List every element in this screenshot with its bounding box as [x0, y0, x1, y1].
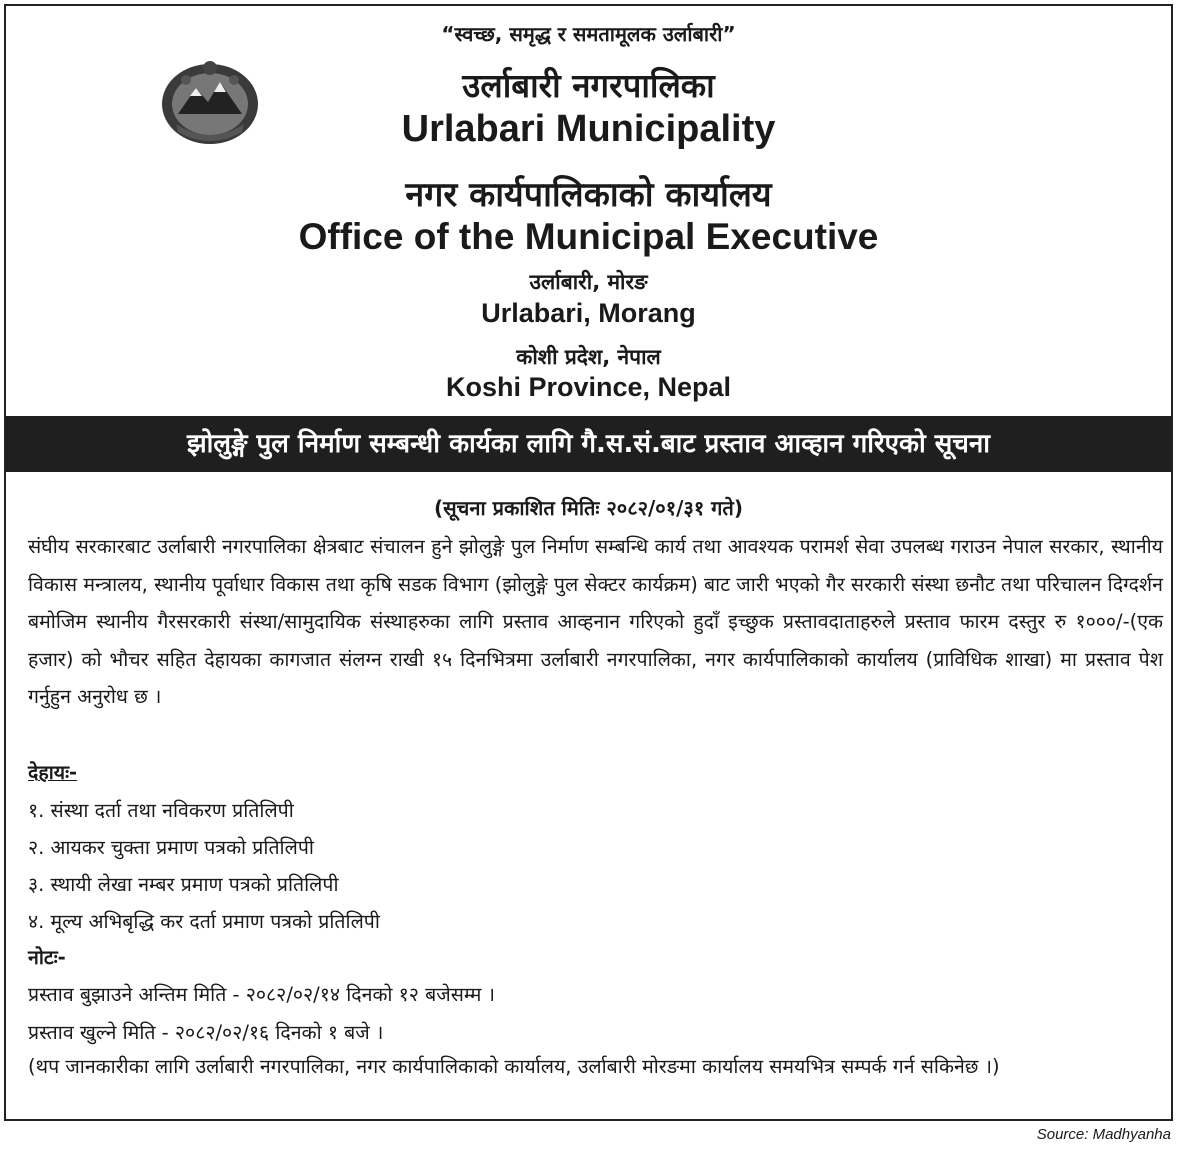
- publication-date: (सूचना प्रकाशित मितिः २०८२/०१/३१ गते): [434, 496, 743, 520]
- office-name-nepali: नगर कार्यपालिकाको कार्यालय: [405, 175, 772, 215]
- notice-title-banner: झोलुङ्गे पुल निर्माण सम्बन्धी कार्यका लागि गै.स.सं.बाट प्रस्ताव आव्हान गरिएको सूचना: [6, 416, 1171, 472]
- municipality-name-nepali: उर्लाबारी नगरपालिका: [462, 66, 715, 105]
- source-credit: Source: Madhyanha: [1036, 1126, 1171, 1143]
- document-item: १. संस्था दर्ता तथा नविकरण प्रतिलिपी: [28, 799, 294, 822]
- document-item: २. आयकर चुक्ता प्रमाण पत्रको प्रतिलिपी: [28, 836, 314, 859]
- document-item: ४. मूल्य अभिबृद्धि कर दर्ता प्रमाण पत्रको प्रतिलिपी: [28, 910, 380, 933]
- office-name-english: Office of the Municipal Executive: [298, 216, 879, 257]
- province-nepali: कोशी प्रदेश, नेपाल: [516, 345, 661, 369]
- note-heading: नोटः-: [28, 946, 66, 969]
- notice-frame: [4, 4, 1173, 1121]
- municipality-name-english: Urlabari Municipality: [401, 108, 776, 150]
- province-english: Koshi Province, Nepal: [445, 372, 732, 402]
- note-deadline: प्रस्ताव बुझाउने अन्तिम मिति - २०८२/०२/१४ दिनको १२ बजेसम्म ।: [28, 983, 496, 1006]
- note-opening-date: प्रस्ताव खुल्ने मिति - २०८२/०२/१६ दिनको १ बजे ।: [28, 1021, 384, 1044]
- tagline: “स्वच्छ, समृद्ध र समतामूलक उर्लाबारी”: [441, 22, 736, 46]
- document-item: ३. स्थायी लेखा नम्बर प्रमाण पत्रको प्रतिलिपी: [28, 873, 339, 896]
- note-contact-info: (थप जानकारीका लागि उर्लाबारी नगरपालिका, नगर कार्यपालिकाको कार्यालय, उर्लाबारी मोरङमा कार्यालय समयभित्र सम्पर्क गर्न सकिनेछ ।): [28, 1055, 1000, 1078]
- place-nepali: उर्लाबारी, मोरङ: [529, 270, 648, 294]
- header: [6, 6, 1171, 414]
- documents-heading: देहायः-: [28, 761, 78, 784]
- notice-body: संघीय सरकारबाट उर्लाबारी नगरपालिका क्षेत्रबाट संचालन हुने झोलुङ्गे पुल निर्माण सम्बन्धि कार्य तथा आवश्यक परामर्श सेवा उपलब्ध गराउन नेपाल सरकार, स्थानीय विकास मन्त्रालय, स्थानीय पूर्वाधार विकास तथा कृषि सडक विभाग (झोलुङ्गे पुल सेक्टर कार्यक्रम) बाट जारी भएको गैर सरकारी संस्था छनौट तथा परिचालन दिग्दर्शन बमोजिम स्थानीय गैरसरकारी संस्था/सामुदायिक संस्थाहरुका लागि प्रस्ताव आव्हनान गरिएको हुदाँ इच्छुक प्रस्तावदाताहरुले प्रस्ताव फारम दस्तुर रु १०००/-(एक हजार) को भौचर सहित देहायका कागजात संलग्न राखी १५ दिनभित्रमा उर्लाबारी नगरपालिका, नगर कार्यपालिकाको कार्यालय (प्राविधिक शाखा) मा प्रस्ताव पेश गर्नुहुन अनुरोध छ ।: [28, 535, 1164, 708]
- place-english: Urlabari, Morang: [481, 298, 696, 328]
